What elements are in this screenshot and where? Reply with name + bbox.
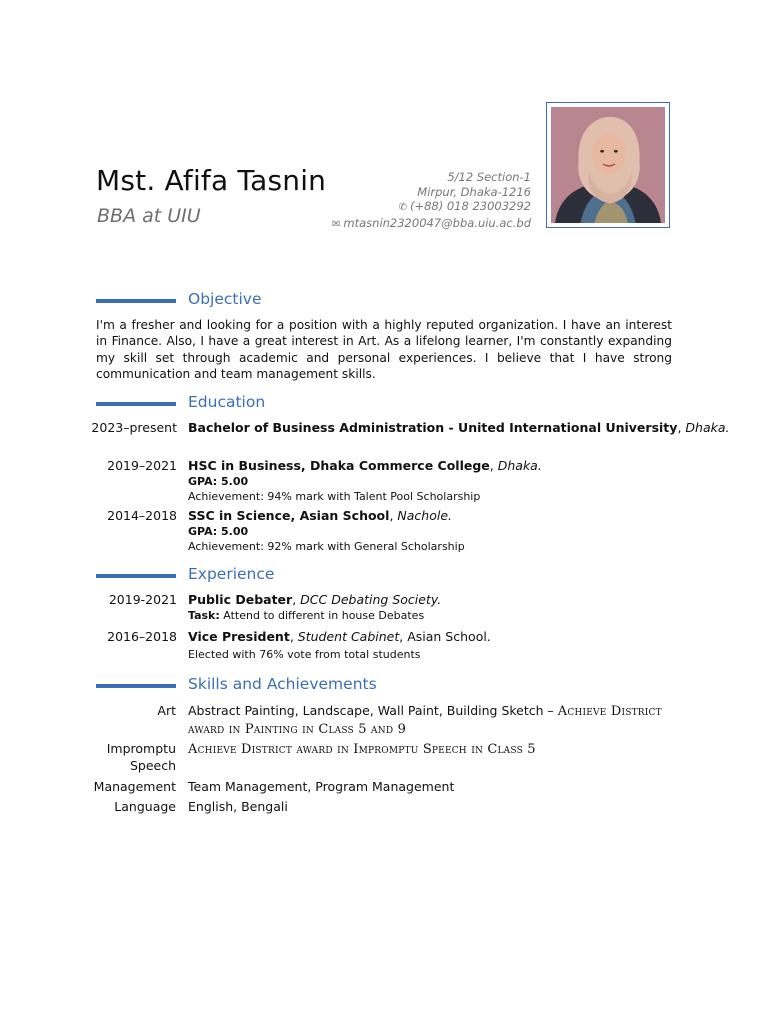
skill-text: English, Bengali [188, 799, 288, 814]
entry-gpa: GPA: 5.00 [188, 475, 249, 488]
skill-items: Abstract Painting, Landscape, Wall Paint, Building Sketch – [188, 703, 554, 718]
candidate-name: Mst. Afifa Tasnin [96, 164, 327, 197]
entry-note: Elected with 76% vote from total students [188, 648, 421, 661]
skill-label: Language [114, 799, 176, 814]
entry-achievement: Achievement: 92% mark with General Scholarship [188, 540, 465, 553]
entry-role: Public Debater [188, 592, 293, 607]
phone-number: (+88) 018 23003292 [409, 199, 531, 213]
portrait-image [551, 107, 665, 223]
section-bar [96, 402, 176, 406]
candidate-degree: BBA at UIU [97, 205, 201, 227]
entry-task: Attend to different in house Debates [223, 609, 425, 622]
entry-date: 2014–2018 [107, 508, 177, 523]
objective-text: I'm a fresher and looking for a position with a highly reputed organization. I have an interest in Finance. Also, I have a great interest in Art. As a lifelong learner, I'm constantly expanding my skill set through academic and personal experiences. I believe that I have strong communication and team management skills. [96, 318, 672, 382]
skill-label: Impromptu Speech [106, 741, 176, 773]
section-title: Experience [188, 565, 275, 583]
entry-place: Dhaka. [685, 420, 730, 435]
section-education [96, 393, 676, 415]
section-experience [96, 565, 676, 587]
task-label: Task: [188, 609, 220, 622]
entry-date: 2019–2021 [107, 458, 177, 473]
email-row[interactable] [291, 216, 531, 233]
envelope-icon: ✉ [332, 218, 341, 230]
entry-place: Asian School. [407, 629, 491, 644]
contact-block [291, 170, 531, 232]
section-bar [96, 684, 176, 688]
skill-text: Team Management, Program Management [188, 779, 455, 794]
email-address[interactable]: mtasnin2320047@bba.uiu.ac.bd [343, 215, 531, 230]
entry-date: 2023–present [91, 420, 177, 435]
entry-date: 2016–2018 [107, 629, 177, 644]
entry-title: SSC in Science, Asian School [188, 508, 390, 523]
section-title: Skills and Achievements [188, 675, 377, 693]
section-bar [96, 299, 176, 303]
skill-text [188, 702, 678, 738]
entry-title: HSC in Business, Dhaka Commerce College [188, 458, 490, 473]
entry-org: DCC Debating Society. [300, 592, 442, 607]
profile-photo [546, 102, 670, 228]
skill-achievement: Achieve District award in Impromptu Speech in Class 5 [188, 742, 536, 757]
entry-place: Dhaka. [497, 458, 542, 473]
section-objective [96, 290, 676, 312]
section-skills [96, 675, 676, 697]
skill-achievement: Achieve District award in Painting in Class 5 and 9 [188, 704, 662, 737]
skill-label: Management [93, 779, 176, 794]
entry-date: 2019-2021 [108, 592, 177, 607]
address-line-2: Mirpur, Dhaka-1216 [417, 184, 531, 199]
skill-text [188, 740, 678, 758]
entry-org: Student Cabinet [297, 629, 400, 644]
section-bar [96, 574, 176, 578]
phone-icon: ✆ [398, 202, 407, 213]
address-line-1: 5/12 Section-1 [447, 170, 531, 184]
section-title: Education [188, 393, 266, 411]
skill-label: Art [157, 703, 176, 718]
phone-row [291, 199, 531, 216]
entry-title: Bachelor of Business Administration - United International University [188, 420, 678, 435]
entry-role: Vice President [188, 629, 290, 644]
entry-achievement: Achievement: 94% mark with Talent Pool Scholarship [188, 490, 481, 503]
entry-place: Nachole. [397, 508, 452, 523]
section-title: Objective [188, 290, 262, 308]
entry-gpa: GPA: 5.00 [188, 525, 249, 538]
